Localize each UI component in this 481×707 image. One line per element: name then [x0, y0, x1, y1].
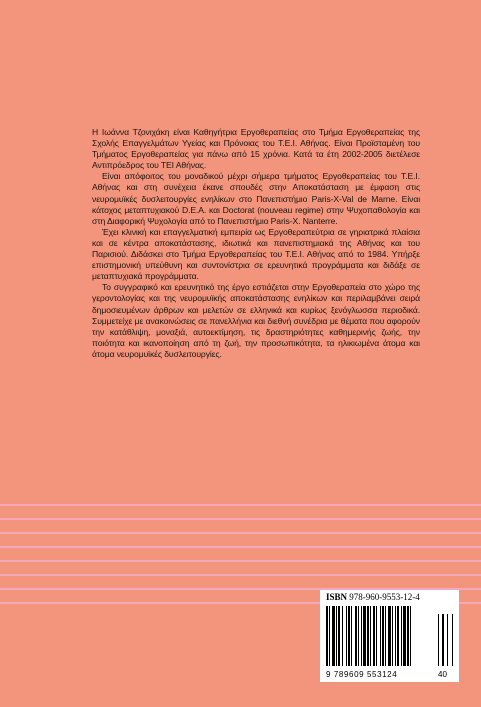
- barcode-addon: 40: [438, 670, 447, 679]
- barcode-digits: 9 789609 553124: [326, 670, 398, 679]
- isbn-label: ISBN: [326, 592, 348, 602]
- bio-paragraph-4: Το συγγραφικό και ερευνητικό της έργο εστιάζεται στην Εργοθεραπεία στο χώρο της γεροντολογίας και της νευρομυϊκής αποκατάστασης ενηλίκων και περιλαμβάνει σειρά δημοσιευμένων άρθρων και μελετών σε ελληνικά και κυρίως ξενόγλωσσα περιοδικά. Συμμετείχε με ανακοινώσεις σε πανελλήνια και διεθνή συνέδρια με θέματα που αφορούν την κατάθλιψη, μοναξιά, αυτοεκτίμηση, τις δραστηριότητες καθημερινής ζωής, την ποιότητα και ικανοποίηση από τη ζωή, την προσωπικότητα, τα ηλικιωμένα άτομα και άτομα νευρομυϊκές δυσλειτουργίες.: [92, 282, 420, 359]
- bio-paragraph-2: Είναι απόφοιτος του μοναδικού μέχρι σήμερα τμήματος Εργοθεραπείας του Τ.Ε.Ι. Αθήνας και στη συνέχεια έκανε σπουδές στην Αποκατάσταση με έμφαση στις νευρομυϊκές δυσλειτουργίες ενηλίκων στο Πανεπιστήμιο Paris-X-Val de Marne. Είναι κάτοχος μεταπτυχιακού D.E.A. και Doctorat (nouveau regime) στην Ψυχοπαθολογία και στη Διαφορική Ψυχολογία από το Πανεπιστήμιο Paris-X. Nanterre.: [92, 171, 420, 226]
- stripe: [0, 532, 481, 534]
- isbn-line: [326, 592, 420, 602]
- stripe: [0, 546, 481, 548]
- isbn-barcode-panel: [320, 590, 459, 682]
- bio-paragraph-3: Έχει κλινική και επαγγελματική εμπειρία ως Εργοθεραπεύτρια σε γηριατρικά πλαίσια και σε κέντρα αποκατάστασης, ιδιωτικά και πανεπιστημιακά της Αθήνας και του Παρισιού. Διδάσκει στο Τμήμα Εργοθεραπείας του Τ.Ε.Ι. Αθήνας από το 1984. Υπήρξε επιστημονική υπεύθυνη και συντονίστρια σε ερευνητικά προγράμματα και διδάξε σε μεταπτυχιακά προγράμματα.: [92, 226, 420, 282]
- bio-paragraph-1: Η Ιωάννα Τζονιχάκη είναι Καθηγήτρια Εργοθεραπείας στο Τμήμα Εργοθεραπείας της Σχολής Επαγγελμάτων Υγείας και Πρόνοιας του Τ.Ε.Ι. Αθήνας. Είναι Προϊσταμένη του Τμήματος Εργοθεραπείας για πάνω από 15 χρόνια. Κατά τα έτη 2002-2005 διετέλεσε Αντιπρόεδρος του ΤΕΙ Αθήνας.: [92, 127, 420, 171]
- isbn-number: 978-960-9553-12-4: [349, 592, 420, 602]
- stripe: [0, 574, 481, 576]
- stripe: [0, 518, 481, 520]
- stripe: [0, 504, 481, 506]
- barcode-icon: [326, 606, 454, 668]
- author-biography: [92, 127, 420, 360]
- stripe: [0, 560, 481, 562]
